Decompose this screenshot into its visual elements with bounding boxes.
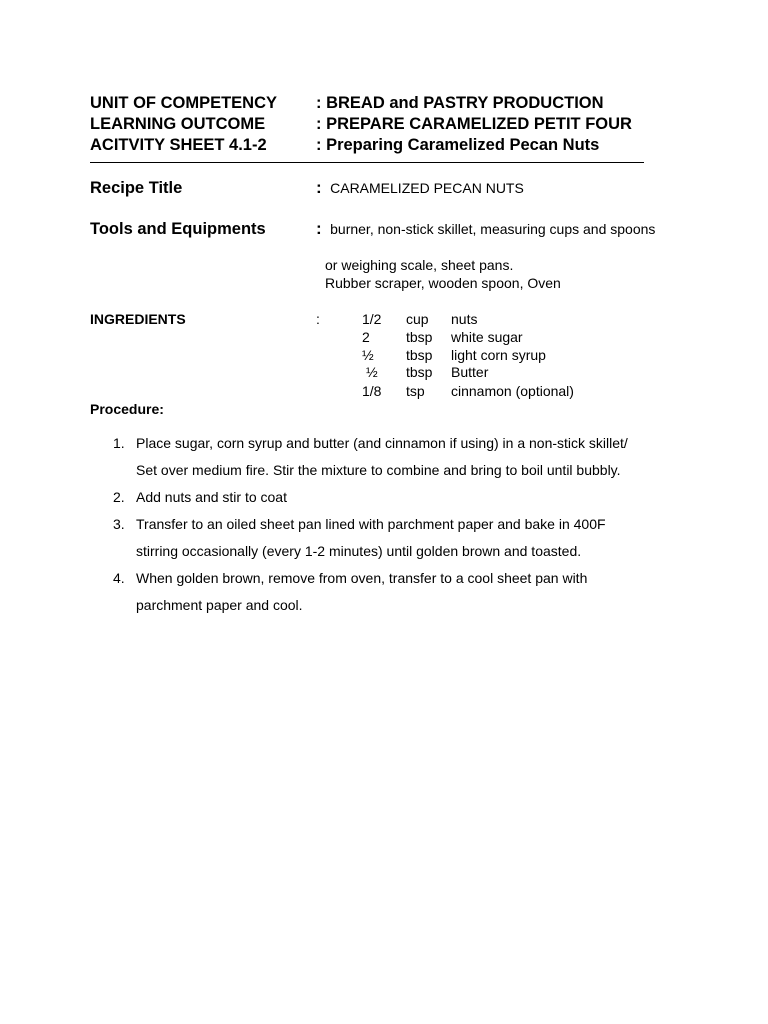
ingredient-unit: tsp (406, 383, 425, 399)
ingredient-name: cinnamon (optional) (451, 383, 574, 399)
learning-outcome-label: LEARNING OUTCOME (90, 115, 266, 133)
recipe-title-colon: : (316, 178, 322, 197)
ingredient-row (0, 364, 768, 382)
ingredient-name: light corn syrup (451, 347, 546, 363)
ingredient-unit: tbsp (406, 329, 433, 345)
header-divider (90, 162, 644, 163)
ingredient-name: nuts (451, 311, 478, 327)
ingredient-qty: ½ (362, 347, 374, 363)
ingredient-qty: 1/2 (362, 311, 382, 327)
step-text-line: Set over medium fire. Stir the mixture to combine and bring to boil until bubbly. (136, 462, 621, 478)
ingredient-unit: tbsp (406, 364, 433, 380)
step-number: 3. (113, 516, 125, 532)
step-number: 4. (113, 570, 125, 586)
recipe-title-value: CARAMELIZED PECAN NUTS (330, 180, 524, 196)
step-text-line: Transfer to an oiled sheet pan lined with parchment paper and bake in 400F (136, 516, 606, 532)
tools-line-2: or weighing scale, sheet pans. (325, 257, 514, 273)
unit-of-competency-value: : BREAD and PASTRY PRODUCTION (316, 94, 604, 112)
step-text-line: When golden brown, remove from oven, transfer to a cool sheet pan with (136, 570, 588, 586)
ingredient-row (0, 329, 768, 347)
tools-line-1: burner, non-stick skillet, measuring cups and spoons (330, 221, 656, 237)
learning-outcome-value: : PREPARE CARAMELIZED PETIT FOUR (316, 115, 632, 133)
tools-label: Tools and Equipments (90, 220, 266, 238)
ingredient-qty: ½ (366, 364, 378, 380)
ingredient-row (0, 347, 768, 365)
ingredient-unit: tbsp (406, 347, 433, 363)
unit-of-competency-label: UNIT OF COMPETENCY (90, 94, 278, 112)
step-text-line: stirring occasionally (every 1-2 minutes) until golden brown and toasted. (136, 543, 582, 559)
step-text-line: Place sugar, corn syrup and butter (and cinnamon if using) in a non-stick skillet/ (136, 435, 628, 451)
ingredients-label: INGREDIENTS (90, 311, 186, 327)
step-text-line: parchment paper and cool. (136, 597, 303, 613)
ingredient-qty: 2 (362, 329, 370, 345)
ingredients-colon: : (316, 311, 320, 327)
procedure-label: Procedure: (90, 401, 164, 417)
recipe-title-row (316, 178, 524, 198)
ingredient-row (0, 383, 768, 401)
ingredient-name: white sugar (451, 329, 523, 345)
recipe-title-label: Recipe Title (90, 179, 183, 197)
ingredient-unit: cup (406, 311, 429, 327)
step-number: 2. (113, 489, 125, 505)
tools-line-3: Rubber scraper, wooden spoon, Oven (325, 275, 561, 291)
tools-row (316, 219, 655, 239)
ingredient-qty: 1/8 (362, 383, 382, 399)
step-text-line: Add nuts and stir to coat (136, 489, 287, 505)
step-number: 1. (113, 435, 125, 451)
ingredient-name: Butter (451, 364, 489, 380)
ingredient-row (0, 311, 768, 329)
tools-colon: : (316, 219, 322, 238)
activity-sheet-label: ACITVITY SHEET 4.1-2 (90, 136, 267, 154)
activity-sheet-value: : Preparing Caramelized Pecan Nuts (316, 136, 600, 154)
